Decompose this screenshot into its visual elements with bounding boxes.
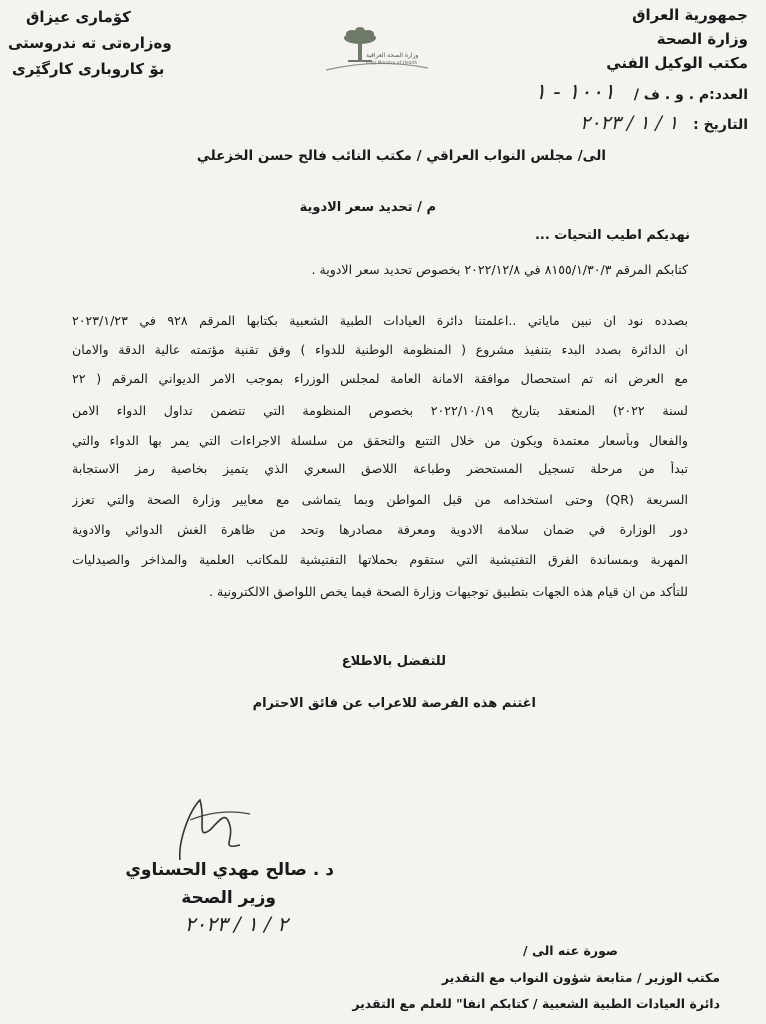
body-line: والفعال وبأسعار معتمدة ويكون من خلال التتبع والتحقق من سلسلة الاجراءات التي يمر بها الدواء والتي	[72, 433, 688, 448]
handwritten-signature	[150, 790, 270, 870]
body-line: السريعة (QR) وحتى استخدامه من قبل المواطن وبما يتماشى مع معايير وزارة الصحة والتي تعزز	[72, 492, 688, 507]
header-kurdish-office: بۆ کاروباری کارگێری	[12, 60, 165, 78]
header-number-handwritten: ١٠٠١ - ١	[534, 80, 615, 105]
cc-line: مكتب الوزير / متابعة شؤون النواب مع التقدير	[441, 970, 720, 985]
body-line: لسنة ٢٠٢٢) المنعقد بتاريخ ٢٠٢٢/١٠/١٩ بخصوص المنظومة التي تتضمن تداول الدواء الامن	[72, 403, 688, 418]
body-line: ان الدائرة بصدد البدء بتنفيذ مشروع ( المنظومة الوطنية للدواء ) وفق تقنية مؤتمته عالية الدقة والامان	[72, 342, 688, 357]
header-date-row	[580, 112, 748, 134]
body-line: مع العرض انه تم استحصال موافقة الامانة العامة لمجلس الوزراء بموجب الامر الديواني المرقم ( ٢٢	[72, 371, 688, 386]
header-kurdish-country: كۆمارى عيزاق	[26, 8, 131, 26]
greeting: نهديكم اطيب التحيات ...	[534, 228, 690, 243]
closing-respect: اغتنم هذه الفرصة للاعراب عن فائق الاحترام	[252, 696, 536, 711]
body-line: بصدده نود ان نبين ماياتي ..اعلمتنا دائرة العيادات الطبية الشعبية بكتابها المرقم ٩٢٨ في ٢٠٢٣/١/٢٣	[72, 313, 688, 328]
body-line: المهربة وبمساندة الفرق التفتيشية التي ستقوم بحملاتها التفتيشية للمكاتب العلمية والمذاخر والصيدليات	[72, 552, 688, 567]
header-date-label: التاريخ :	[693, 117, 748, 133]
signature-date-handwritten: ٢ / ١ / ٢٠٢٣	[184, 912, 288, 936]
cc-title: صورة عنه الى /	[523, 943, 618, 958]
header-number-row	[534, 80, 748, 105]
header-date-handwritten: ١ / ١ / ٢٠٢٣	[579, 112, 679, 134]
logo-subtext: Iraqi Ministry of Health	[366, 61, 418, 66]
header-kurdish-ministry: وەزارەتى تە ندروستى	[8, 34, 172, 52]
body-line: للتأكد من ان قيام هذه الجهات بتطبيق توجيهات وزارة الصحة فيما يخص اللواصق الالكترونية .	[208, 584, 688, 599]
closing-please-review: للتفضل بالاطلاع	[341, 654, 446, 669]
signatory-name: د . صالح مهدي الحسناوي	[125, 860, 334, 880]
addressee: الى/ مجلس النواب العراقي / مكتب النائب فالح حسن الخزعلي	[196, 148, 606, 164]
header-office: مكتب الوكيل الفني	[606, 54, 748, 72]
header-number-label: العدد:م . و . ف /	[633, 87, 748, 103]
header-ministry: وزارة الصحة	[656, 30, 748, 48]
logo-text: وزارة الصحة العراقية	[366, 52, 419, 59]
signatory-title: وزير الصحة	[181, 888, 276, 908]
cc-line: دائرة العيادات الطبية الشعبية / كتابكم انفا" للعلم مع التقدير	[352, 996, 720, 1011]
header-country: جمهورية العراق	[632, 6, 748, 24]
ministry-logo	[322, 24, 432, 80]
body-line: تبدأ من مرحلة تسجيل المستحضر وطباعة اللاصق السعري الذي يتميز بخاصية رمز الاستجابة	[72, 461, 688, 476]
body-line: دور الوزارة في ضمان سلامة الادوية ومعرفة مصادرها وتحد من ظاهرة الغش الدوائي والادوية	[72, 522, 688, 537]
subject: م / تحديد سعر الادوية	[299, 200, 436, 215]
reference: كتابكم المرقم ٨١٥٥/١/٣٠/٣ في ٢٠٢٢/١٢/٨ بخصوص تحديد سعر الادوية .	[311, 262, 688, 277]
